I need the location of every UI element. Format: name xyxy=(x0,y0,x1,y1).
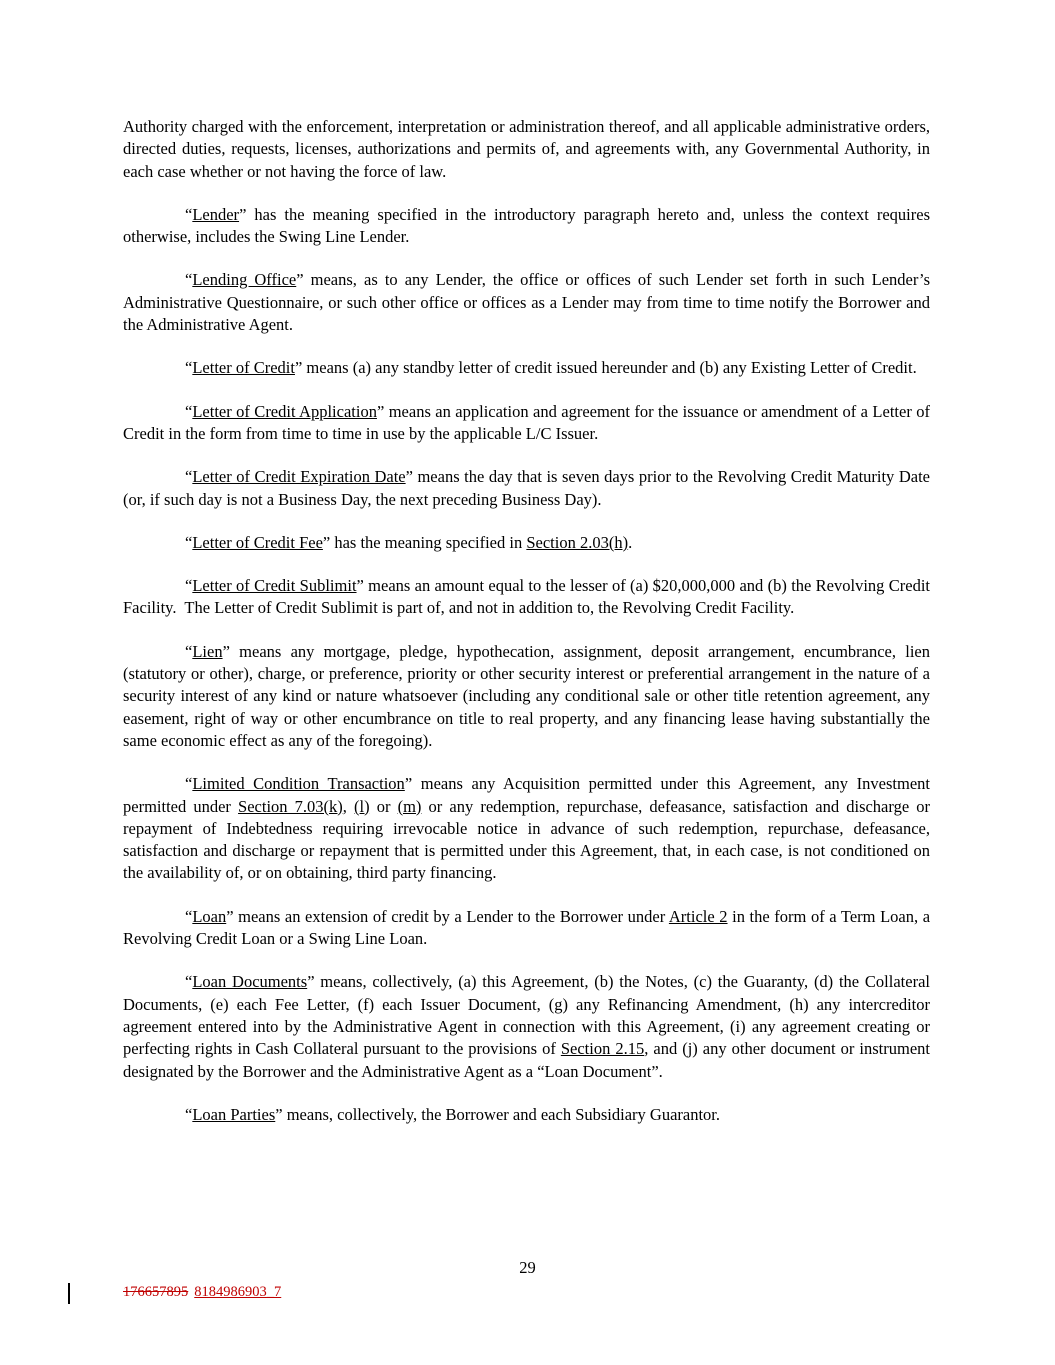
paragraph-text: ” means, collectively, (a) this Agreement, (b) the Notes, (c) the Guaranty, (d) the Collateral Documents, (e) each Fee Letter, (f) each Issuer Document, (g) any Refinancing Amendment, (h) any intercreditor agreement entered into by the Administrative Agent in connection with this Agreement, (i) any agreement creating or perfecting rights in Cash Collateral pursuant to the provisions of xyxy=(123,972,930,1059)
defined-term: Lender xyxy=(192,204,240,224)
page-number: 29 xyxy=(519,1258,536,1277)
paragraph xyxy=(123,773,930,884)
defined-term: (m) xyxy=(397,796,422,816)
paragraph-text: , xyxy=(342,796,355,816)
paragraph-text: “ xyxy=(185,401,193,421)
doc-id-inserted: 8184986903_7 xyxy=(194,1284,282,1300)
paragraph xyxy=(123,971,930,1082)
paragraph-text: “ xyxy=(185,906,193,926)
defined-term: Section 2.03(h) xyxy=(526,532,629,552)
paragraph-text: “ xyxy=(185,641,193,661)
paragraph-text: “ xyxy=(185,576,193,596)
paragraph xyxy=(123,906,930,951)
paragraph-text: ” means, collectively, the Borrower and each Subsidiary Guarantor. xyxy=(275,1104,721,1124)
paragraph-text: “ xyxy=(185,1104,193,1124)
defined-term: Section 7.03(k) xyxy=(238,796,343,816)
defined-term: Letter of Credit Sublimit xyxy=(192,576,357,596)
defined-term: Limited Condition Transaction xyxy=(192,774,405,794)
paragraph xyxy=(123,466,930,511)
paragraph xyxy=(123,532,930,554)
paragraph-text: ” means any mortgage, pledge, hypothecation, assignment, deposit arrangement, encumbrance, lien (statutory or other), charge, or preference, priority or other security interest or preferential arrangement in the nature of a security interest of any kind or nature whatsoever (including any conditional sale or other title retention agreement, any easement, right of way or other encumbrance on title to real property, and any financing lease having substantially the same economic effect as any of the foregoing). xyxy=(123,641,930,750)
paragraph-text: ” means an application and agreement for the issuance or amendment of a Letter of Credit in the form from time to time in use by the applicable L/C Issuer. xyxy=(123,401,930,443)
paragraph-text: “ xyxy=(185,358,193,378)
defined-term: Loan Parties xyxy=(192,1104,276,1124)
defined-term: Letter of Credit Expiration Date xyxy=(192,467,406,487)
paragraph-text: , and (j) any other document or instrument designated by the Borrower and the Administrative Agent as a “Loan Document”. xyxy=(123,1039,930,1081)
paragraph-text: ” means any Acquisition permitted under this Agreement, any Investment permitted under xyxy=(123,774,930,816)
change-bar xyxy=(68,1283,70,1304)
paragraph-text: . xyxy=(628,532,633,552)
paragraph-text: or any redemption, repurchase, defeasance, satisfaction and discharge or repayment of Indebtedness requiring irrevocable notice in advance of such redemption, repurchase, defeasance, satisfaction and discharge or repayment that is permitted under this Agreement, that, in each case, is not conditioned on the availability of, or on obtaining, third party financing. xyxy=(123,796,931,883)
paragraph-text: “ xyxy=(185,774,193,794)
defined-term: Lending Office xyxy=(192,270,297,290)
defined-term: Lien xyxy=(192,641,223,661)
defined-term: Letter of Credit Application xyxy=(192,401,377,421)
defined-term: Article 2 xyxy=(668,906,728,926)
paragraph-text: ” means (a) any standby letter of credit issued hereunder and (b) any Existing Letter of Credit. xyxy=(294,358,917,378)
document-body xyxy=(123,116,930,1147)
paragraph-text: Authority charged with the enforcement, interpretation or administration thereof, and all applicable administrative orders, directed duties, requests, licenses, authorizations and permits of, and agreements with, any Governmental Authority, in each case whether or not having the force of law. xyxy=(123,117,930,181)
paragraph xyxy=(123,575,930,620)
defined-term: Loan xyxy=(192,906,227,926)
paragraph xyxy=(123,641,930,752)
paragraph-text: ” means, as to any Lender, the office or offices of such Lender set forth in such Lender’s Administrative Questionnaire, or such other office or offices as a Lender may from time to time notify the Borrower and the Administrative Agent. xyxy=(123,270,930,335)
paragraph-text: ” has the meaning specified in the introductory paragraph hereto and, unless the context requires otherwise, includes the Swing Line Lender. xyxy=(123,204,930,247)
paragraph-text: in the form of a Term Loan, a Revolving Credit Loan or a Swing Line Loan. xyxy=(123,906,931,949)
paragraph-text: “ xyxy=(185,972,193,992)
paragraph-text: “ xyxy=(185,532,193,552)
defined-term: Letter of Credit xyxy=(192,358,295,378)
paragraph xyxy=(123,269,930,336)
paragraph-text: ” means the day that is seven days prior to the Revolving Credit Maturity Date (or, if such day is not a Business Day, the next preceding Business Day). xyxy=(123,467,930,509)
document-footer xyxy=(123,1284,281,1301)
defined-term: Section 2.15 xyxy=(560,1039,645,1059)
doc-id-deleted: 176657895 xyxy=(123,1284,189,1300)
paragraph-text: ” has the meaning specified in xyxy=(322,532,527,552)
paragraph-text: ” means an extension of credit by a Lender to the Borrower under xyxy=(226,906,669,926)
defined-term: Letter of Credit Fee xyxy=(192,532,323,552)
paragraph xyxy=(123,204,930,249)
defined-term: Loan Documents xyxy=(192,972,308,992)
paragraph xyxy=(123,116,930,183)
paragraph-text: or xyxy=(369,796,398,816)
paragraph xyxy=(123,1104,930,1126)
paragraph-text: “ xyxy=(185,467,193,487)
defined-term: (l) xyxy=(354,796,370,816)
paragraph xyxy=(123,357,930,379)
paragraph-text: ” means an amount equal to the lesser of (a) $20,000,000 and (b) the Revolving Credit Facility. The Letter of Credit Sublimit is part of, and not in addition to, the Revolving Credit Facility. xyxy=(123,576,930,618)
paragraph-text: “ xyxy=(185,204,193,224)
paragraph-text: “ xyxy=(185,270,193,290)
paragraph xyxy=(123,401,930,446)
